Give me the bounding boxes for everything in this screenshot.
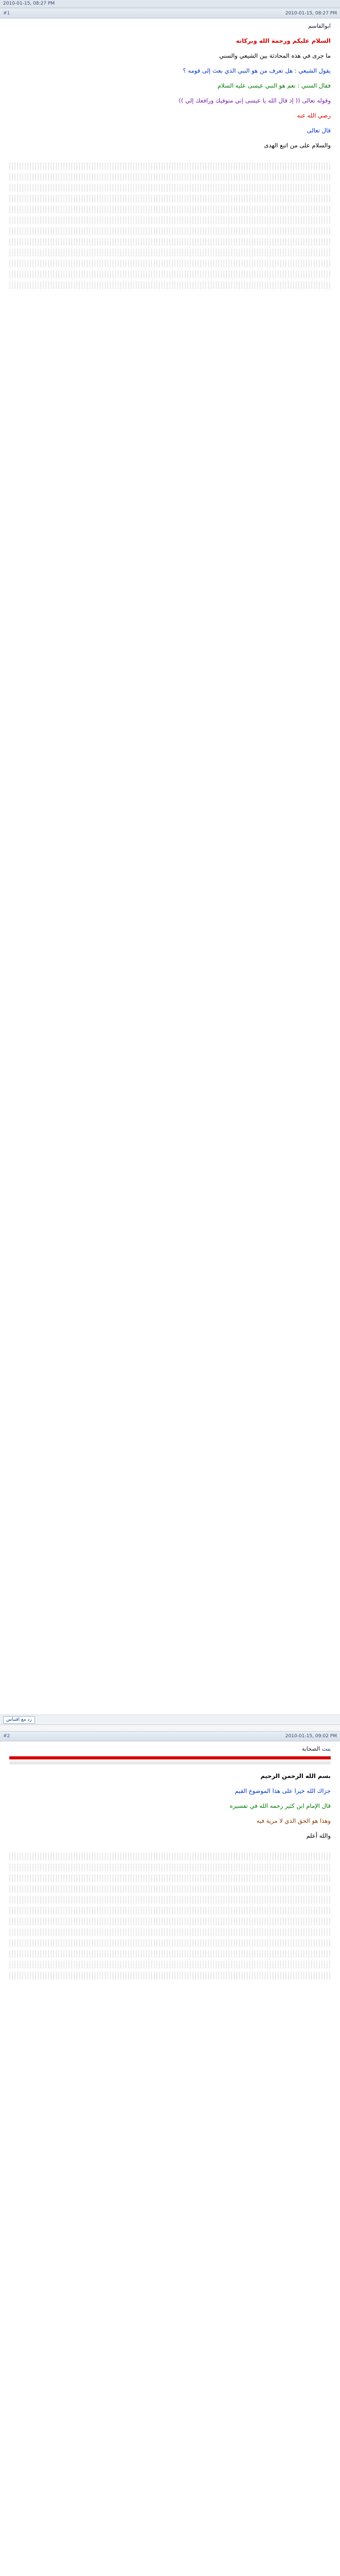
post-1-author[interactable]: ابوالقاسم [308,23,331,29]
post-2-red-divider [9,1756,331,1759]
post-1-para-2: يقول الشيعي : هل تعرف من هو النبي الذي بعث إلى قومه ؟ [183,67,331,74]
post-1-footer [0,1715,340,1724]
post-1-date: 2010-01-15, 08:27 PM [285,11,337,16]
post-1-highlight-red: رضي الله عنه [297,112,331,119]
post-1-para-1: ما جرى في هذه المحادثة بين الشيعي والسني [219,52,331,59]
post-2-para-2: قال الإمام ابن كثير رحمه الله في تفسيره [230,1802,331,1809]
post-2-author[interactable]: بنت الصحابة [301,1745,331,1752]
top-date: 2010-01-15, 08:27 PM [3,1,55,6]
top-bar [0,0,340,8]
post-2-para-1: جزاك الله خيرا على هذا الموضوع القيم [235,1787,331,1794]
post-2-para-0: بسم الله الرحمن الرحيم [260,1772,331,1780]
post-2-para-4: والله أعلم [306,1832,331,1839]
post-2-date: 2010-01-15, 09:02 PM [285,1734,337,1739]
post-1-body [0,31,340,159]
post-2-text-lines [0,1850,340,1979]
post-1-para-5: والسلام على من اتبع الهدى [264,142,331,149]
post-2-number[interactable]: #2 [3,1734,10,1739]
post-2-header [0,1732,340,1741]
post-1-header [0,9,340,19]
post-2-body [0,1767,340,1850]
post-2-gray-divider [9,1761,331,1765]
post-1-number[interactable]: #1 [3,11,10,16]
post-1-para-4: وقوله تعالى (( إذ قال الله يا عيسى إني متوفيك ورافعك إلي )) [179,97,331,104]
post-2 [0,1731,340,2576]
post-1-text-lines [0,159,340,289]
post-1-highlight-blue: قال تعالى [306,127,331,134]
post-1 [0,8,340,1725]
post-1-para-0: السلام عليكم ورحمة الله وبركاته [236,37,331,44]
post-1-reply-button[interactable]: رد مع اقتباس [3,1716,35,1724]
post-1-para-3: فقال السني : نعم هو النبي عيسى عليه السلام [217,82,331,89]
post-2-para-3: وهذا هو الحق الذي لا مرية فيه [256,1817,331,1824]
